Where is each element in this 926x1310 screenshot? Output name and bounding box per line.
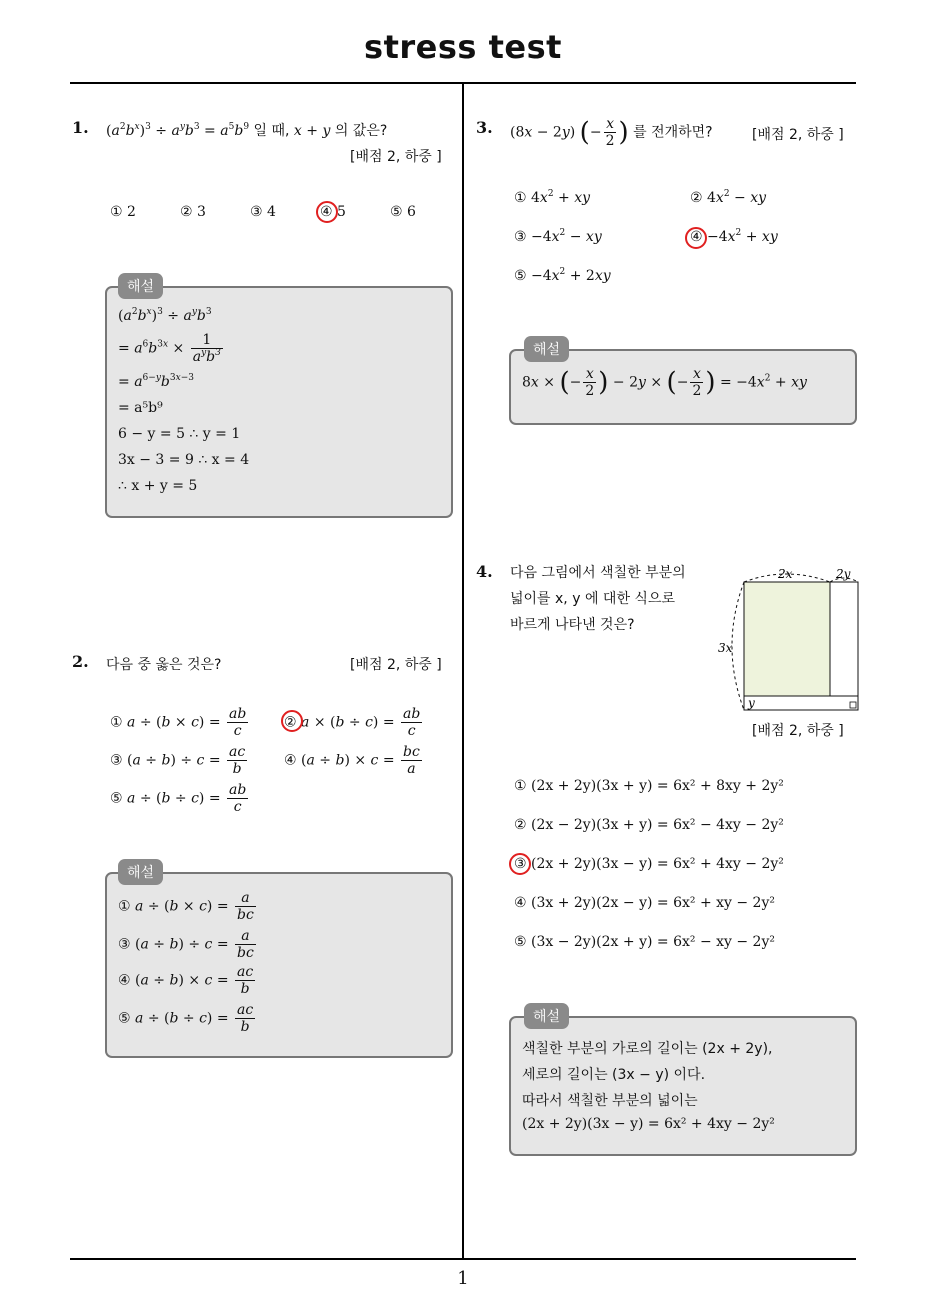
q2-score: [배점 2, 하중 ] — [350, 657, 442, 673]
q1-number: 1. — [72, 118, 89, 137]
q4-sol-line-1: 색칠한 부분의 가로의 길이는 (2x + 2y), — [522, 1041, 773, 1057]
q4-label-2x: 2x — [778, 567, 793, 581]
q3-choice-1[interactable]: ① $4x^2$ + xy — [514, 189, 591, 206]
q4-choice-1[interactable]: ① (2x + 2y)(3x + y) = 6x² + 8xy + 2y² — [514, 778, 784, 794]
q1-choice-1[interactable]: ① 2 — [110, 204, 136, 220]
q2-choice-2[interactable]: ② a × (b ÷ c) = $\frac{ab}{c}$ — [284, 706, 421, 739]
q2-choice-3[interactable]: ③ (a ÷ b) ÷ c = $\frac{ac}{b}$ — [110, 744, 246, 777]
q4-shaded-region — [744, 582, 830, 696]
q3-choice-5[interactable]: ⑤ $-4x^2 + 2xy$ — [514, 267, 611, 284]
q1-question: $(a^2b^x)^3 \div a^yb^3 = a^5b^9$ 일 때, x + y 의 값은? — [106, 122, 388, 139]
q2-sol-line-4: ⑤ a ÷ (b ÷ c) = $\frac{ac}{b}$ — [118, 1002, 254, 1035]
q1-sol-line-3: = $a^{6-y}b^{3x-3}$ — [118, 373, 194, 390]
q2-question: 다음 중 옳은 것은? — [106, 657, 222, 673]
q4-sol-line-4: (2x + 2y)(3x − y) = 6x² + 4xy − 2y² — [522, 1116, 775, 1132]
q1-choice-5[interactable]: ⑤ 6 — [390, 204, 416, 220]
q2-sol-line-1: ① a ÷ (b × c) = $\frac{a}{bc}$ — [118, 890, 254, 923]
q4-label-2y: 2y — [836, 567, 851, 581]
q1-answer-mark — [316, 201, 338, 223]
q3-solution-tag: 해설 — [524, 336, 569, 362]
q1-solution-tag: 해설 — [118, 273, 163, 299]
q4-strip — [830, 582, 858, 696]
q4-choice-4[interactable]: ④ (3x + 2y)(2x − y) = 6x² + xy − 2y² — [514, 895, 775, 911]
q4-score: [배점 2, 하중 ] — [752, 723, 844, 739]
q4-figure — [716, 562, 860, 718]
q2-sol-line-3: ④ (a ÷ b) × c = $\frac{ac}{b}$ — [118, 964, 254, 997]
q3-answer-mark — [685, 227, 707, 249]
q3-score: [배점 2, 하중 ] — [752, 127, 844, 143]
q1-sol-line-5: 6 − y = 5 ∴ y = 1 — [118, 426, 241, 442]
q2-solution-tag: 해설 — [118, 859, 163, 885]
q4-number: 4. — [476, 562, 493, 581]
q4-label-3x: 3x — [718, 641, 733, 655]
q2-answer-mark — [281, 710, 303, 732]
q4-choice-5[interactable]: ⑤ (3x − 2y)(2x + y) = 6x² − xy − 2y² — [514, 934, 775, 950]
q1-sol-line-4: = a⁵b⁹ — [118, 400, 163, 416]
q1-sol-line-1: $(a^2b^x)^3 \div a^yb^3$ — [118, 307, 212, 324]
q4-solution-tag: 해설 — [524, 1003, 569, 1029]
q3-choice-2[interactable]: ② $4x^2$ − xy — [690, 189, 767, 206]
q3-question: (8x − 2y) (− $\frac{x}{2}$ ) 를 전개하면? — [510, 116, 713, 149]
q4-choice-3[interactable]: ③ (2x + 2y)(3x − y) = 6x² + 4xy − 2y² — [514, 856, 784, 872]
bottom-rule — [70, 1258, 856, 1260]
q3-sol-line-1: 8x × (− $\frac{x}{2}$ ) − 2y × (− $\frac{x}{2}$ ) = $-4x^2$ + xy — [522, 366, 807, 399]
page-number: 1 — [457, 1268, 469, 1289]
page-title: stress test — [364, 28, 562, 66]
q3-choice-3[interactable]: ③ $-4x^2$ − xy — [514, 228, 602, 245]
q4-sol-line-3: 따라서 색칠한 부분의 넓이는 — [522, 1093, 698, 1109]
q4-solution-box — [509, 1016, 857, 1156]
q3-number: 3. — [476, 118, 493, 137]
q4-bottom-strip — [744, 696, 858, 710]
q2-number: 2. — [72, 652, 89, 671]
q4-label-y: y — [748, 696, 755, 710]
q1-score: [배점 2, 하중 ] — [350, 149, 442, 165]
column-divider — [462, 82, 464, 1259]
q1-choice-2[interactable]: ② 3 — [180, 204, 206, 220]
q1-sol-line-2: = $a^6b^{3x}$ × $\frac{1}{a^yb^3}$ — [118, 332, 221, 365]
q1-sol-line-6: 3x − 3 = 9 ∴ x = 4 — [118, 452, 250, 468]
q4-question-line-3: 바르게 나타낸 것은? — [510, 617, 635, 633]
q3-question-text: 를 전개하면? — [633, 124, 713, 141]
q2-sol-line-2: ③ (a ÷ b) ÷ c = $\frac{a}{bc}$ — [118, 928, 254, 961]
q1-choice-4[interactable]: ④ 5 — [320, 204, 346, 220]
q4-question-line-2: 넓이를 x, y 에 대한 식으로 — [510, 591, 675, 607]
q2-choice-1[interactable]: ① a ÷ (b × c) = $\frac{ab}{c}$ — [110, 706, 247, 739]
q3-choice-4[interactable]: ④ $-4x^2$ + xy — [690, 228, 778, 245]
q1-choice-3[interactable]: ③ 4 — [250, 204, 276, 220]
q4-question-line-1: 다음 그림에서 색칠한 부분의 — [510, 565, 686, 581]
q2-choice-4[interactable]: ④ (a ÷ b) × c = $\frac{bc}{a}$ — [284, 744, 420, 777]
q2-choice-5[interactable]: ⑤ a ÷ (b ÷ c) = $\frac{ab}{c}$ — [110, 782, 247, 815]
q4-sol-line-2: 세로의 길이는 (3x − y) 이다. — [522, 1067, 706, 1083]
q4-answer-mark — [509, 853, 531, 875]
q4-choice-2[interactable]: ② (2x − 2y)(3x + y) = 6x² − 4xy − 2y² — [514, 817, 784, 833]
q1-sol-line-7: ∴ x + y = 5 — [118, 478, 198, 494]
